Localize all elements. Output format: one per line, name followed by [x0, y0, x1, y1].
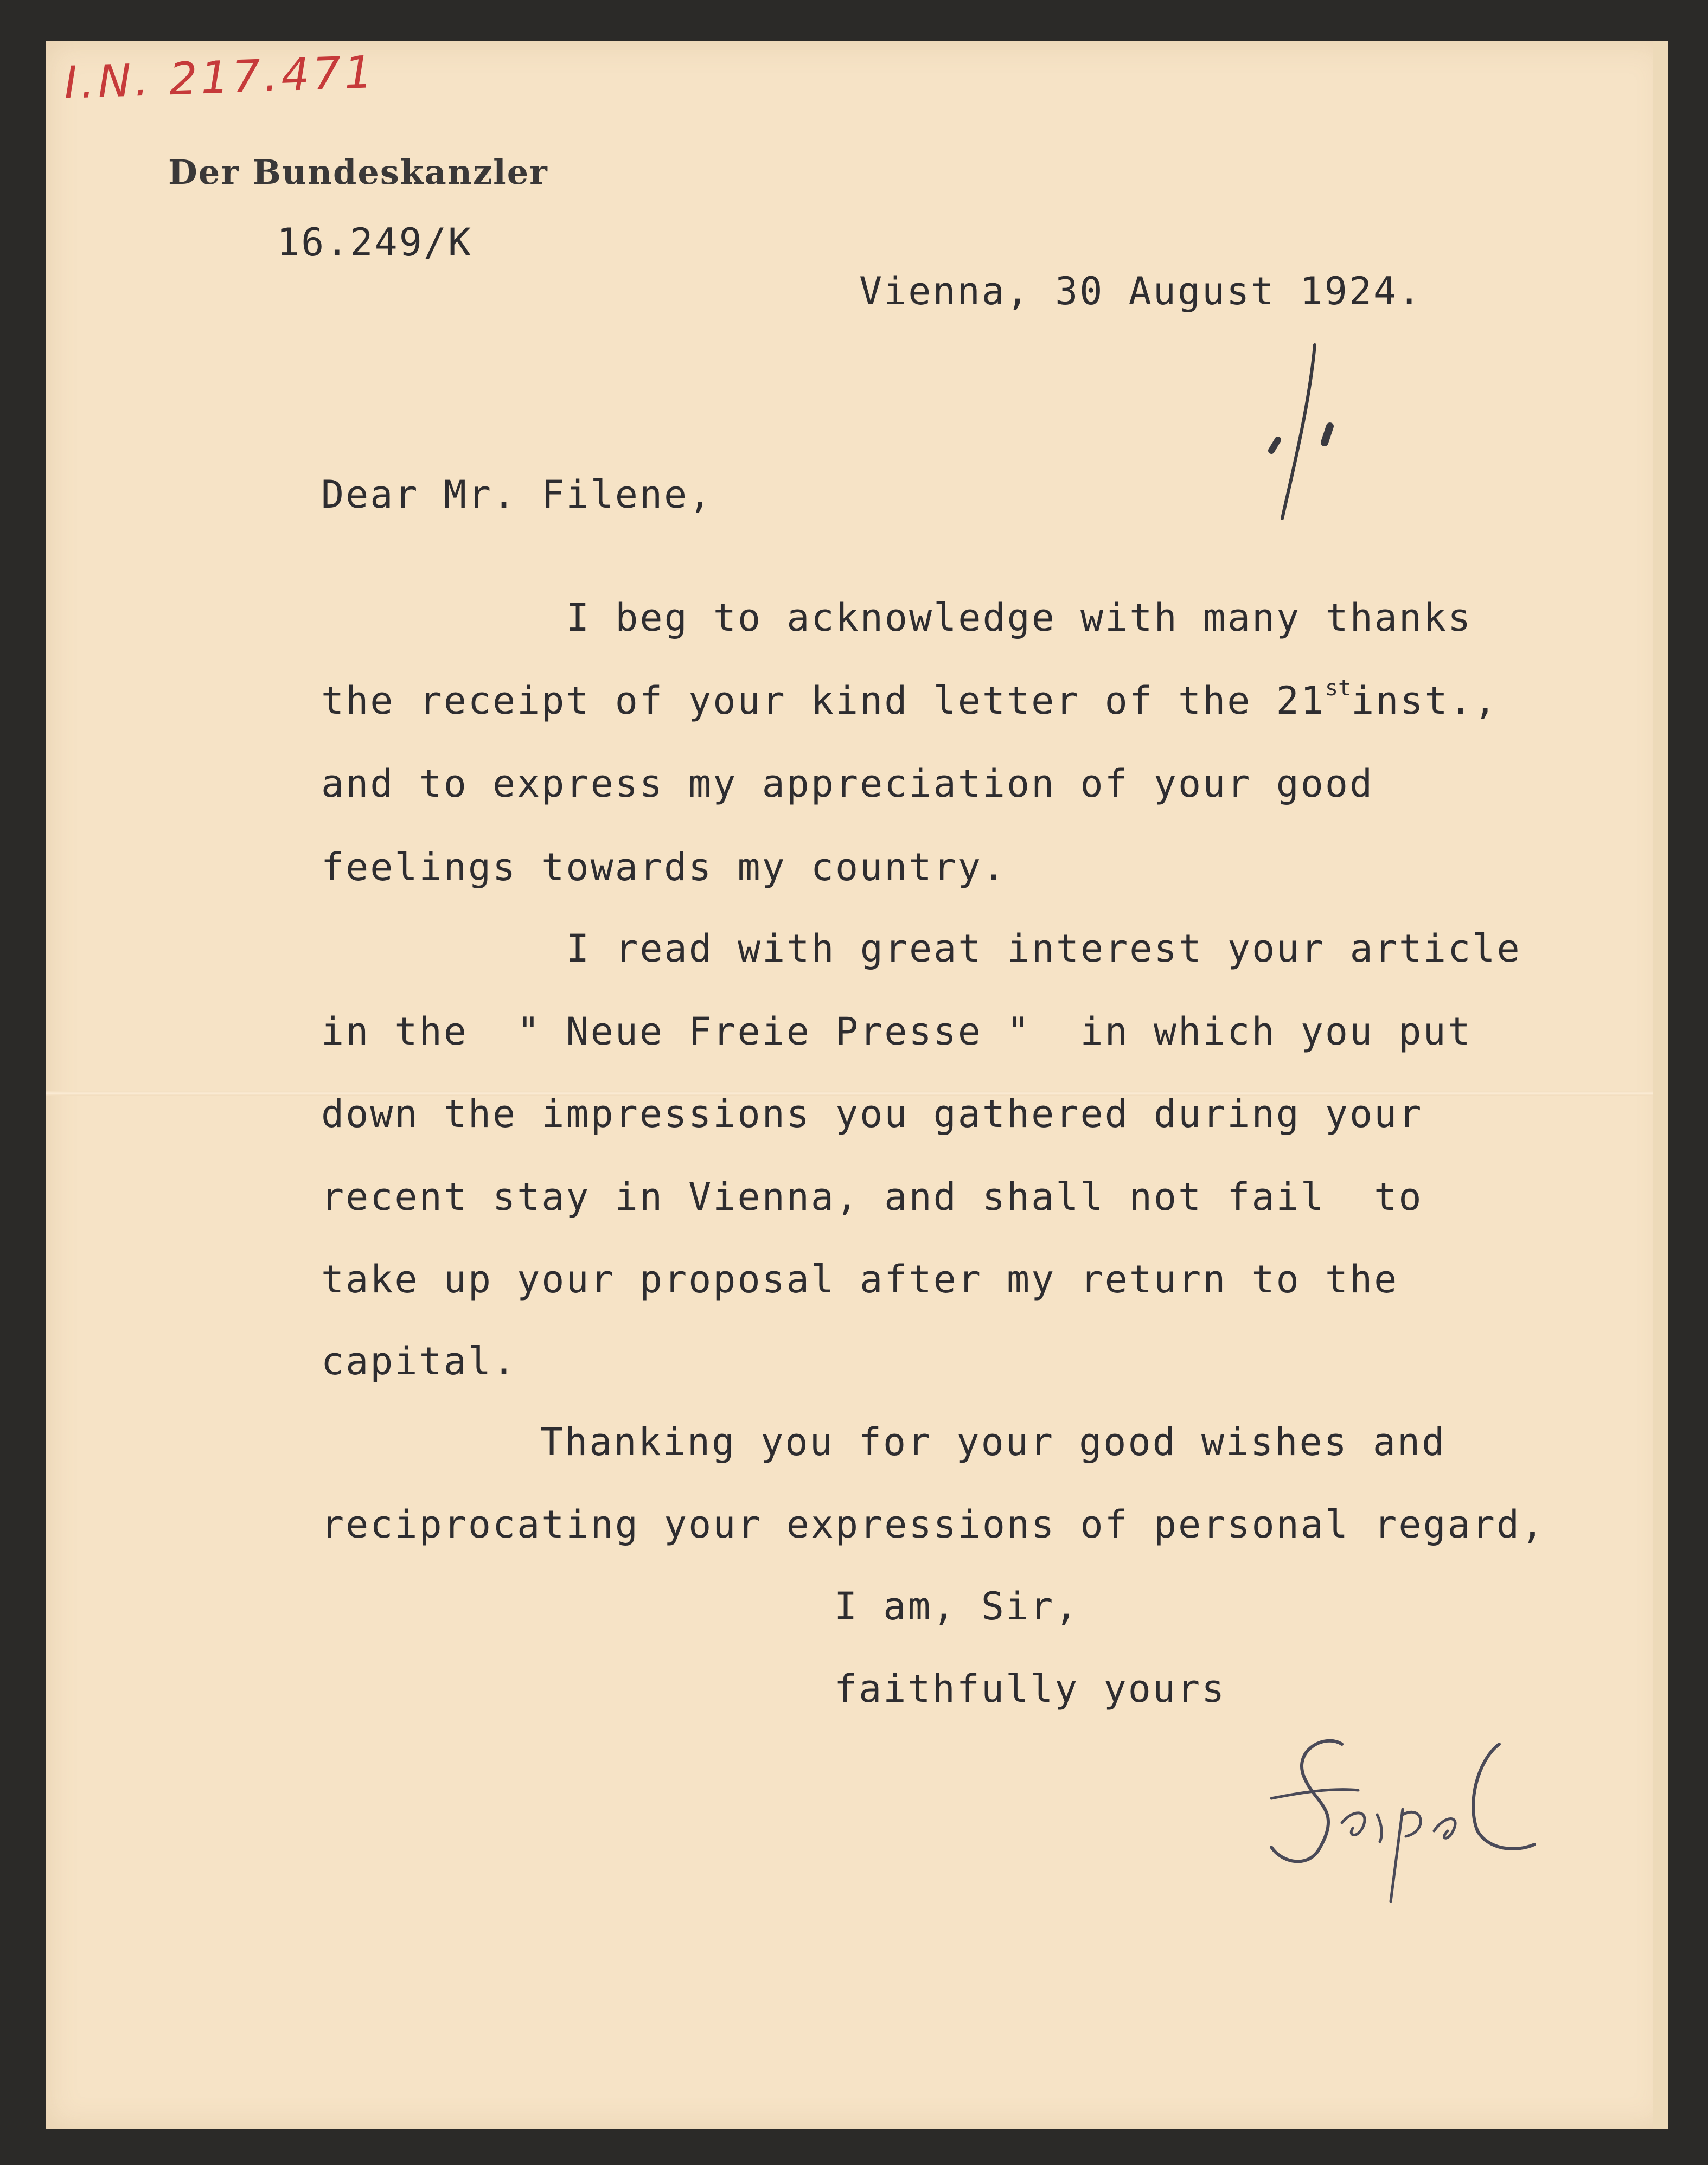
body-line: I read with great interest your article — [566, 926, 1521, 971]
body-line: reciprocating your expressions of personal regard, — [321, 1502, 1546, 1547]
dateline: Vienna, 30 August 1924. — [859, 269, 1423, 313]
paper-edge — [1653, 41, 1668, 2129]
body-line: down the impressions you gathered during your — [321, 1092, 1423, 1136]
ordinal-suffix: st — [1325, 676, 1352, 701]
body-line: capital. — [321, 1339, 517, 1383]
letterhead-title: Der Bundeskanzler — [168, 152, 548, 192]
body-line: feelings towards my country. — [321, 845, 1007, 889]
body-line — [321, 678, 1498, 723]
body-line: I beg to acknowledge with many thanks — [566, 595, 1473, 640]
body-line: take up your proposal after my return to the — [321, 1257, 1399, 1302]
body-line: and to express my appreciation of your good — [321, 761, 1374, 806]
body-line: in the " Neue Freie Presse " in which you put — [321, 1009, 1472, 1054]
body-line-part: inst., — [1351, 678, 1498, 723]
closing-line: faithfully yours — [834, 1667, 1226, 1711]
reference-number: 16.249/K — [277, 220, 473, 265]
letter-sheet — [46, 41, 1668, 2129]
handwritten-mark-icon — [1261, 345, 1347, 529]
body-line: recent stay in Vienna, and shall not fail to — [321, 1175, 1423, 1219]
archive-number: I.N. 217.471 — [63, 46, 377, 110]
salutation: Dear Mr. Filene, — [321, 472, 713, 517]
closing-line: I am, Sir, — [834, 1584, 1079, 1629]
body-line-part: the receipt of your kind letter of the 21 — [321, 678, 1325, 723]
body-line: Thanking you for your good wishes and — [540, 1420, 1447, 1464]
